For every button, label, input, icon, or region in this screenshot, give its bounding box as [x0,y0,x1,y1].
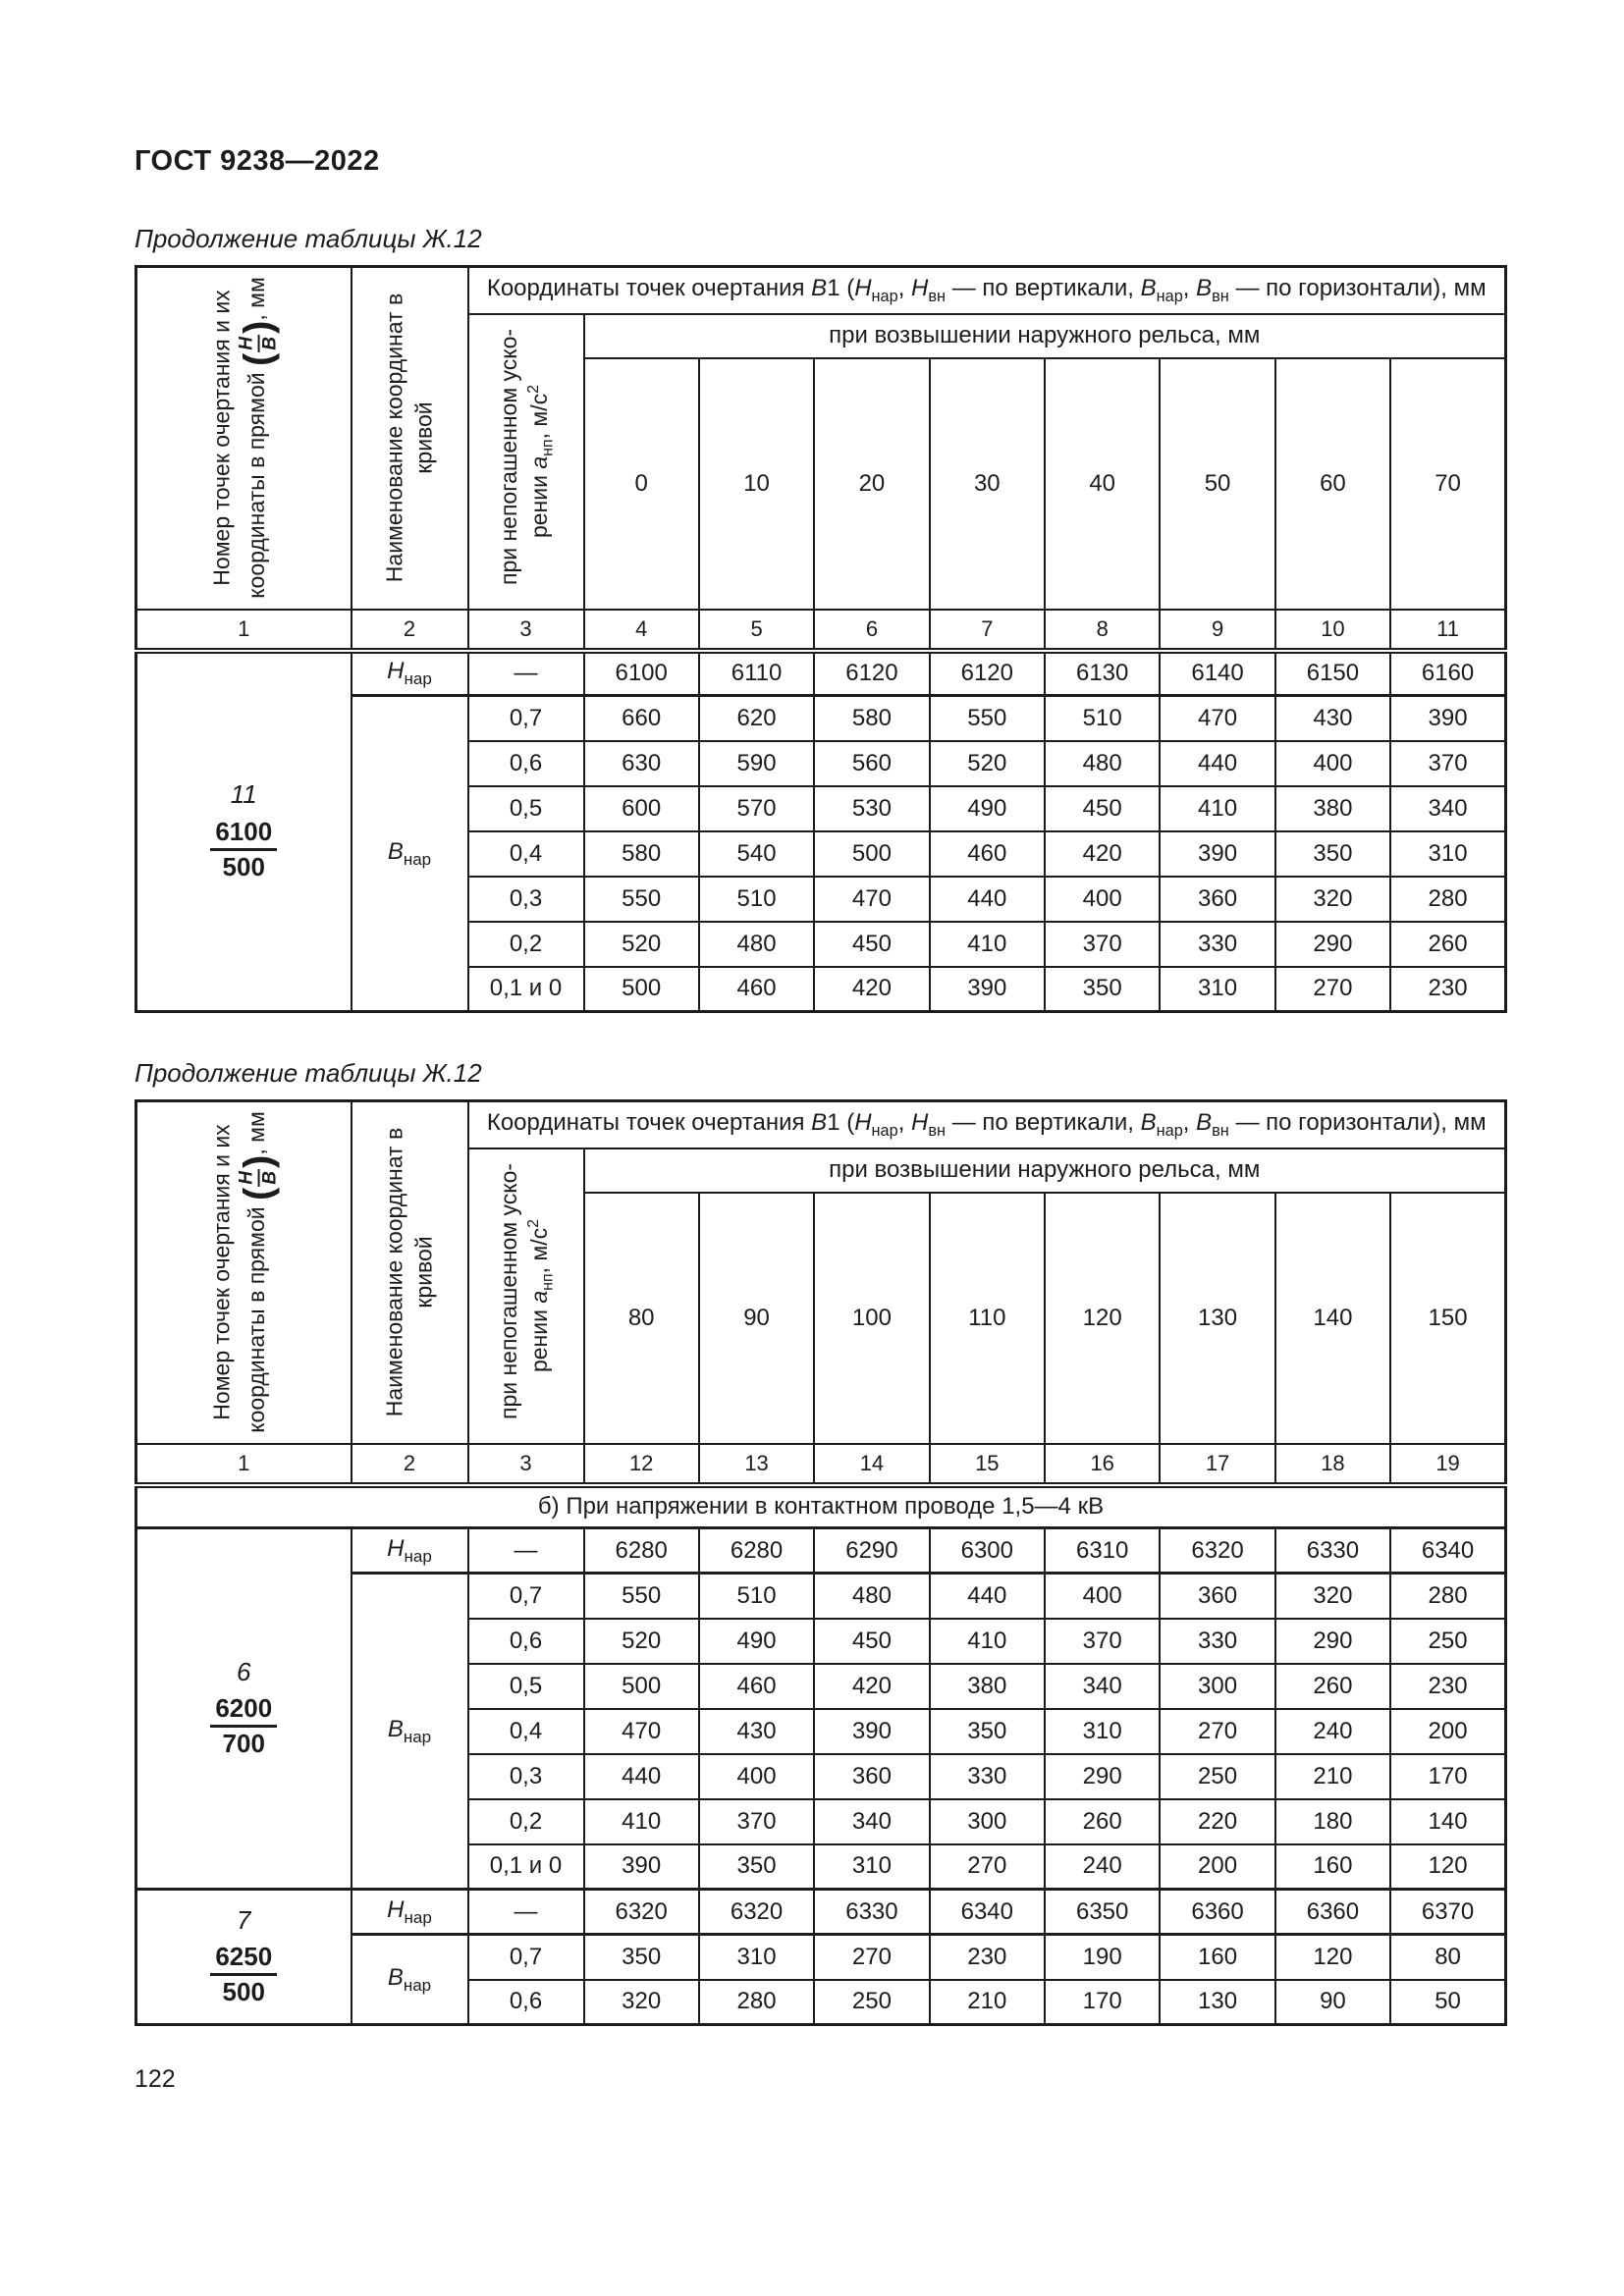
value-cell: 460 [699,967,814,1012]
value-cell: 460 [699,1664,814,1709]
value-cell: 420 [814,1664,929,1709]
value-cell: 590 [699,741,814,786]
value-cell: 260 [1045,1799,1160,1844]
page-number: 122 [135,2065,176,2093]
open-paren: ( [237,1187,281,1201]
value-cell: 6120 [814,651,929,696]
accel-cell: 0,1 и 0 [468,1844,584,1890]
value-cell: 6120 [930,651,1045,696]
col-header-coord-name-text: Наименование координат в кривой [381,1128,437,1417]
elevation-title: при возвышении наружного рельса, мм [584,314,1506,358]
coords-title: Координаты точек очертания В1 ($Н_{нар}$, $Н_{вн}$ — по вертикали, $В_{нар}$, $В_{вн}$ — по горизонтали), мм [468,267,1506,314]
speed-column-header: 70 [1390,358,1505,610]
column-number: 1 [136,1444,352,1485]
col-header-point-number [136,267,352,610]
column-number: 13 [699,1444,814,1485]
column-number: 7 [930,610,1045,651]
value-cell: 400 [699,1754,814,1799]
value-cell: 330 [1160,922,1274,967]
value-cell: 430 [1275,696,1390,741]
column-number: 6 [814,610,929,651]
speed-column-header: 130 [1160,1193,1274,1444]
value-cell: 370 [699,1799,814,1844]
value-cell: 470 [584,1709,699,1754]
accel-cell: 0,4 [468,831,584,877]
column-number: 1 [136,610,352,651]
column-number: 4 [584,610,699,651]
value-cell: 490 [699,1619,814,1664]
table-caption-2: Продолжение таблицы Ж.12 [135,1058,482,1088]
value-cell: 510 [699,1574,814,1619]
value-cell: 390 [1160,831,1274,877]
speed-column-header: 80 [584,1193,699,1444]
value-cell: 560 [814,741,929,786]
point-fraction: $\frac{6250}{500}$ [210,1941,277,2009]
point-fraction: $\frac{6200}{700}$ [210,1692,277,1761]
value-cell: 500 [584,1664,699,1709]
accel-cell: 0,5 [468,786,584,831]
col-header-point-number [136,1101,352,1444]
value-cell: 6360 [1160,1890,1274,1935]
value-cell: 510 [1045,696,1160,741]
speed-column-header: 10 [699,358,814,610]
column-number: 2 [352,1444,468,1485]
speed-column-header: 40 [1045,358,1160,610]
value-cell: 450 [814,1619,929,1664]
accel-cell: 0,6 [468,1980,584,2025]
value-cell: 410 [930,1619,1045,1664]
col-header-acceleration-text: при непогашенном уско- рении $а_{нп}$, $м/с^2$ [495,328,557,585]
value-cell: 480 [699,922,814,967]
col-header-acceleration-text: при непогашенном уско- рении $а_{нп}$, $м/с^2$ [495,1162,557,1419]
value-cell: 180 [1275,1799,1390,1844]
close-paren: ) [237,320,281,335]
value-cell: 300 [930,1799,1045,1844]
value-cell: 260 [1275,1664,1390,1709]
column-number: 5 [699,610,814,651]
value-cell: 6150 [1275,651,1390,696]
value-cell: 500 [814,831,929,877]
value-cell: 480 [1045,741,1160,786]
speed-column-header: 30 [930,358,1045,610]
value-cell: 580 [814,696,929,741]
value-cell: 6100 [584,651,699,696]
value-cell: 140 [1390,1799,1505,1844]
value-cell: 350 [584,1935,699,1980]
speed-column-header: 100 [814,1193,929,1444]
column-number: 3 [468,1444,584,1485]
col-header-point-number-text: Номер точек очертания и их координаты в прямой ( Н В ), мм [208,277,281,600]
value-cell: 630 [584,741,699,786]
value-cell: 330 [930,1754,1045,1799]
column-number: 2 [352,610,468,651]
value-cell: 200 [1160,1844,1274,1890]
value-cell: 6110 [699,651,814,696]
value-cell: 440 [584,1754,699,1799]
value-cell: 470 [1160,696,1274,741]
value-cell: 320 [1275,1574,1390,1619]
value-cell: 530 [814,786,929,831]
value-cell: 400 [1045,1574,1160,1619]
table-zh12-part2 [135,1099,1507,2026]
accel-cell: 0,7 [468,1935,584,1980]
value-cell: 50 [1390,1980,1505,2025]
value-cell: 6140 [1160,651,1274,696]
value-cell: 290 [1275,1619,1390,1664]
value-cell: 310 [699,1935,814,1980]
value-cell: 480 [814,1574,929,1619]
point-group-label [136,651,352,1012]
value-cell: 400 [1045,877,1160,922]
value-cell: 390 [930,967,1045,1012]
value-cell: 520 [930,741,1045,786]
point-fraction: $\frac{6100}{500}$ [210,816,277,884]
accel-cell: — [468,651,584,696]
value-cell: 6320 [699,1890,814,1935]
value-cell: 430 [699,1709,814,1754]
value-cell: 370 [1045,922,1160,967]
value-cell: 250 [814,1980,929,2025]
value-cell: 360 [814,1754,929,1799]
value-cell: 450 [814,922,929,967]
value-cell: 6300 [930,1528,1045,1574]
b-nar-label: $В_{нар}$ [352,1935,468,2025]
value-cell: 230 [1390,1664,1505,1709]
value-cell: 360 [1160,1574,1274,1619]
value-cell: 280 [699,1980,814,2025]
point-number: 6 [237,1656,251,1686]
value-cell: 280 [1390,1574,1505,1619]
value-cell: 440 [1160,741,1274,786]
value-cell: 6160 [1390,651,1505,696]
value-cell: 310 [1045,1709,1160,1754]
value-cell: 380 [1275,786,1390,831]
value-cell: 6370 [1390,1890,1505,1935]
value-cell: 160 [1160,1935,1274,1980]
value-cell: 410 [1160,786,1274,831]
value-cell: 360 [1160,877,1274,922]
value-cell: 250 [1160,1754,1274,1799]
column-number: 10 [1275,610,1390,651]
speed-column-header: 120 [1045,1193,1160,1444]
value-cell: 410 [930,922,1045,967]
value-cell: 300 [1160,1664,1274,1709]
accel-cell: — [468,1528,584,1574]
value-cell: 550 [584,1574,699,1619]
point-number: 11 [230,779,257,810]
value-cell: 220 [1160,1799,1274,1844]
column-number: 3 [468,610,584,651]
accel-cell: 0,7 [468,696,584,741]
value-cell: 6340 [1390,1528,1505,1574]
accel-cell: 0,4 [468,1709,584,1754]
value-cell: 520 [584,922,699,967]
value-cell: 120 [1390,1844,1505,1890]
value-cell: 270 [1160,1709,1274,1754]
accel-cell: 0,2 [468,1799,584,1844]
value-cell: 350 [930,1709,1045,1754]
column-number: 15 [930,1444,1045,1485]
value-cell: 420 [814,967,929,1012]
value-cell: 410 [584,1799,699,1844]
column-number: 11 [1390,610,1505,651]
value-cell: 390 [814,1709,929,1754]
speed-column-header: 60 [1275,358,1390,610]
value-cell: 240 [1045,1844,1160,1890]
column-number: 18 [1275,1444,1390,1485]
value-cell: 240 [1275,1709,1390,1754]
value-cell: 250 [1390,1619,1505,1664]
speed-column-header: 50 [1160,358,1274,610]
column-number: 8 [1045,610,1160,651]
accel-cell: — [468,1890,584,1935]
elevation-title: при возвышении наружного рельса, мм [584,1148,1506,1193]
value-cell: 90 [1275,1980,1390,2025]
column-number: 19 [1390,1444,1505,1485]
value-cell: 210 [1275,1754,1390,1799]
value-cell: 490 [930,786,1045,831]
b-nar-label: $В_{нар}$ [352,696,468,1012]
value-cell: 390 [1390,696,1505,741]
value-cell: 120 [1275,1935,1390,1980]
section-header: б) При напряжении в контактном проводе 1,5—4 кВ [136,1485,1506,1528]
column-number: 12 [584,1444,699,1485]
speed-column-header: 90 [699,1193,814,1444]
value-cell: 320 [584,1980,699,2025]
column-number: 9 [1160,610,1274,651]
value-cell: 6340 [930,1890,1045,1935]
value-cell: 400 [1275,741,1390,786]
value-cell: 6360 [1275,1890,1390,1935]
document-code: ГОСТ 9238—2022 [135,145,380,177]
value-cell: 660 [584,696,699,741]
value-cell: 460 [930,831,1045,877]
value-cell: 6280 [584,1528,699,1574]
accel-cell: 0,7 [468,1574,584,1619]
value-cell: 310 [1390,831,1505,877]
accel-cell: 0,5 [468,1664,584,1709]
value-cell: 310 [1160,967,1274,1012]
value-cell: 230 [1390,967,1505,1012]
col-header-acceleration [468,314,584,610]
value-cell: 6310 [1045,1528,1160,1574]
b-nar-label: $В_{нар}$ [352,1574,468,1890]
value-cell: 370 [1390,741,1505,786]
value-cell: 440 [930,1574,1045,1619]
value-cell: 170 [1045,1980,1160,2025]
close-paren: ) [237,1154,281,1169]
accel-cell: 0,6 [468,1619,584,1664]
value-cell: 450 [1045,786,1160,831]
value-cell: 600 [584,786,699,831]
point-number: 7 [237,1904,251,1935]
speed-column-header: 110 [930,1193,1045,1444]
accel-cell: 0,3 [468,877,584,922]
value-cell: 340 [814,1799,929,1844]
col-header-coord-name [352,1101,468,1444]
col-header-point-number-text: Номер точек очертания и их координаты в прямой ( Н В ), мм [208,1111,281,1434]
value-cell: 280 [1390,877,1505,922]
value-cell: 260 [1390,922,1505,967]
col-header-coord-name [352,267,468,610]
value-cell: 350 [699,1844,814,1890]
value-cell: 380 [930,1664,1045,1709]
value-cell: 520 [584,1619,699,1664]
value-cell: 6130 [1045,651,1160,696]
value-cell: 350 [1275,831,1390,877]
value-cell: 80 [1390,1935,1505,1980]
hb-fraction: Н В [237,1171,281,1185]
value-cell: 310 [814,1844,929,1890]
point-group-label [136,1528,352,1890]
value-cell: 170 [1390,1754,1505,1799]
point-group-label [136,1890,352,2025]
value-cell: 6350 [1045,1890,1160,1935]
value-cell: 620 [699,696,814,741]
value-cell: 500 [584,967,699,1012]
value-cell: 160 [1275,1844,1390,1890]
value-cell: 270 [1275,967,1390,1012]
value-cell: 320 [1275,877,1390,922]
value-cell: 550 [584,877,699,922]
value-cell: 470 [814,877,929,922]
value-cell: 270 [930,1844,1045,1890]
h-nar-label: $Н_{нар}$ [352,651,468,696]
coords-title: Координаты точек очертания В1 ($Н_{нар}$, $Н_{вн}$ — по вертикали, $В_{нар}$, $В_{вн}$ — по горизонтали), мм [468,1101,1506,1148]
accel-cell: 0,1 и 0 [468,967,584,1012]
accel-cell: 0,2 [468,922,584,967]
open-paren: ( [237,352,281,367]
value-cell: 230 [930,1935,1045,1980]
value-cell: 130 [1160,1980,1274,2025]
value-cell: 550 [930,696,1045,741]
value-cell: 340 [1045,1664,1160,1709]
value-cell: 390 [584,1844,699,1890]
column-number: 16 [1045,1444,1160,1485]
column-number: 14 [814,1444,929,1485]
value-cell: 570 [699,786,814,831]
speed-column-header: 140 [1275,1193,1390,1444]
value-cell: 6330 [814,1890,929,1935]
value-cell: 510 [699,877,814,922]
value-cell: 6330 [1275,1528,1390,1574]
speed-column-header: 150 [1390,1193,1505,1444]
value-cell: 6320 [1160,1528,1274,1574]
col-header-coord-name-text: Наименование координат в кривой [381,294,437,583]
speed-column-header: 0 [584,358,699,610]
value-cell: 440 [930,877,1045,922]
value-cell: 350 [1045,967,1160,1012]
accel-cell: 0,3 [468,1754,584,1799]
hb-fraction: Н В [237,337,281,350]
value-cell: 6280 [699,1528,814,1574]
speed-column-header: 20 [814,358,929,610]
table-caption-1: Продолжение таблицы Ж.12 [135,224,482,253]
value-cell: 290 [1275,922,1390,967]
h-nar-label: $Н_{нар}$ [352,1890,468,1935]
col-header-acceleration [468,1148,584,1444]
value-cell: 210 [930,1980,1045,2025]
h-nar-label: $Н_{нар}$ [352,1528,468,1574]
accel-cell: 0,6 [468,741,584,786]
value-cell: 370 [1045,1619,1160,1664]
value-cell: 420 [1045,831,1160,877]
value-cell: 190 [1045,1935,1160,1980]
value-cell: 540 [699,831,814,877]
value-cell: 6320 [584,1890,699,1935]
value-cell: 200 [1390,1709,1505,1754]
value-cell: 340 [1390,786,1505,831]
value-cell: 290 [1045,1754,1160,1799]
value-cell: 580 [584,831,699,877]
value-cell: 330 [1160,1619,1274,1664]
column-number: 17 [1160,1444,1274,1485]
value-cell: 6290 [814,1528,929,1574]
value-cell: 270 [814,1935,929,1980]
table-zh12-part1 [135,265,1507,1013]
